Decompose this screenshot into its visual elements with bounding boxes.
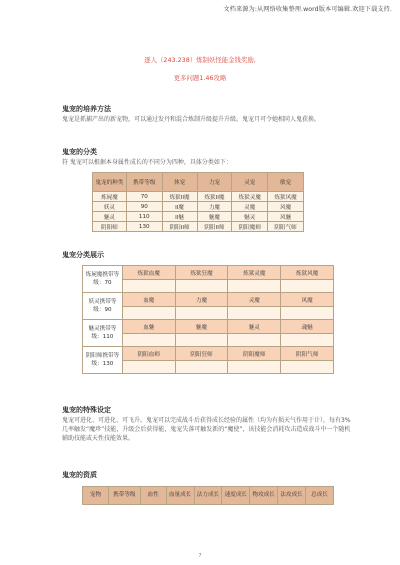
table-row: [93, 222, 304, 232]
showcase-cell: 炼狱狂魔: [175, 266, 228, 280]
section-title-aptitude: 鬼宠的资质: [62, 471, 97, 479]
download-banner: 文档来源为:从网络收集整理.word版本可编辑.欢迎下载支持.: [223, 6, 392, 13]
table1-cell: 妖灵: [93, 202, 127, 212]
table1-cell: II魔: [162, 202, 197, 212]
table-row: [83, 266, 334, 280]
table-row: [83, 487, 334, 505]
table1-header: 力宠: [197, 173, 232, 192]
showcase-cell: 炼狱血魔: [122, 266, 175, 280]
table1-cell: 魅灵: [93, 212, 127, 222]
table1-cell: 130: [126, 222, 162, 232]
showcase-cell: 阴阳气师: [281, 347, 334, 361]
showcase-label: 阴阳师携带等级：130: [83, 347, 123, 374]
table-row: [93, 202, 304, 212]
table1-cell: 阴阳II师: [197, 222, 232, 232]
table1-header: 敏宠: [268, 173, 304, 192]
section-title-classification: 鬼宠的分类: [62, 148, 97, 156]
table1-cell: 魅魔: [197, 212, 232, 222]
showcase-label: 妖灵携带等级：90: [83, 293, 123, 320]
red-reward-line: 逐人（243.238）炼制妖怪能金钱奖励,: [144, 56, 256, 64]
section-title-cultivation: 鬼宠的培养方法: [62, 105, 111, 113]
aptitude-header: 总成长: [306, 487, 334, 505]
showcase-cell: 魅灵: [228, 320, 281, 334]
showcase-cell: 炼狱风魔: [281, 266, 334, 280]
table1-header: 鬼宠的种类: [93, 173, 127, 192]
table1-cell: 阴阳II师: [162, 222, 197, 232]
pet-type-table: [92, 172, 304, 232]
aptitude-header: 法攻成长: [278, 487, 306, 505]
table-row: [83, 347, 334, 361]
guide-link[interactable]: 更多问题1.46攻略: [173, 74, 227, 82]
table1-cell: 70: [126, 192, 162, 202]
aptitude-header: 法力成长: [194, 487, 222, 505]
table1-cell: 炼狱II魔: [162, 192, 197, 202]
showcase-label: 炼屍魔携带等级：70: [83, 266, 123, 293]
aptitude-header: 宠物: [83, 487, 109, 505]
table-row: [83, 320, 334, 334]
showcase-cell: 魂魅: [281, 320, 334, 334]
section-body-cultivation: 鬼宠是抓捕产出的新宠物，可以通过发丹和混合炼制升级提升升级。鬼宠月可令她相同人鬼获换。: [62, 116, 321, 123]
section-title-special: 鬼宠的特殊设定: [62, 406, 111, 414]
table1-cell: 110: [126, 212, 162, 222]
showcase-cell: 血魅: [122, 320, 175, 334]
showcase-label: 魅灵携带等级：110: [83, 320, 123, 347]
aptitude-header: 物攻成长: [250, 487, 278, 505]
aptitude-header: 血性: [140, 487, 166, 505]
section-body-classification: 符 鬼宠可以根据本身属性成长的不同分为四种，具体分类如下：: [62, 159, 232, 166]
table1-cell: 阴阳气师: [268, 222, 304, 232]
showcase-cell: 阴阳血师: [122, 347, 175, 361]
aptitude-header: 速度成长: [222, 487, 250, 505]
table1-header: 携带等级: [126, 173, 162, 192]
table1-cell: 炼屍魔: [93, 192, 127, 202]
table1-cell: 炼狱II魔: [197, 192, 232, 202]
table1-cell: 灵魔: [232, 202, 268, 212]
showcase-cell: 血魔: [122, 293, 175, 307]
section-title-showcase: 鬼宠分类展示: [62, 251, 104, 259]
table1-header: 灵宠: [232, 173, 268, 192]
pet-showcase-table: [82, 265, 334, 374]
aptitude-header: 血量成长: [166, 487, 194, 505]
showcase-cell: 灵魔: [228, 293, 281, 307]
table1-cell: 炼狱风魔: [268, 192, 304, 202]
showcase-cell: 阴阳魔师: [228, 347, 281, 361]
table1-cell: 炼狱灵魔: [232, 192, 268, 202]
table1-cell: 风魅: [268, 212, 304, 222]
showcase-cell: 炼狱灵魔: [228, 266, 281, 280]
table1-cell: 魅灵: [232, 212, 268, 222]
section-body-special: 鬼宠可进化、可进化、可飞升。鬼宠可以完成战斗后获得成长经验的属性（均为有损天气作用于计），每有3%几率触发“魔珍”技能，升级会后获得能，鬼宠失落可触发新的“魔使”，该技能会消耗攻击造成战斗中一个随机辅助技能或天性技能效果。: [62, 417, 351, 442]
showcase-cell: 风魔: [281, 293, 334, 307]
aptitude-header: 携带等级: [108, 487, 140, 505]
table1-cell: 风魔: [268, 202, 304, 212]
table-row: [93, 192, 304, 202]
table-row: [83, 293, 334, 307]
aptitude-table: [82, 486, 334, 505]
showcase-cell: 力魔: [175, 293, 228, 307]
table-row: [93, 212, 304, 222]
showcase-cell: 阴阳狂师: [175, 347, 228, 361]
table1-cell: 90: [126, 202, 162, 212]
table1-header: 体宠: [162, 173, 197, 192]
table1-cell: 阴阳魔师: [232, 222, 268, 232]
table1-cell: II魅: [162, 212, 197, 222]
showcase-cell: 魅魔: [175, 320, 228, 334]
table1-cell: 力魔: [197, 202, 232, 212]
table1-cell: 阴阳师: [93, 222, 127, 232]
page-number: 7: [198, 553, 202, 559]
